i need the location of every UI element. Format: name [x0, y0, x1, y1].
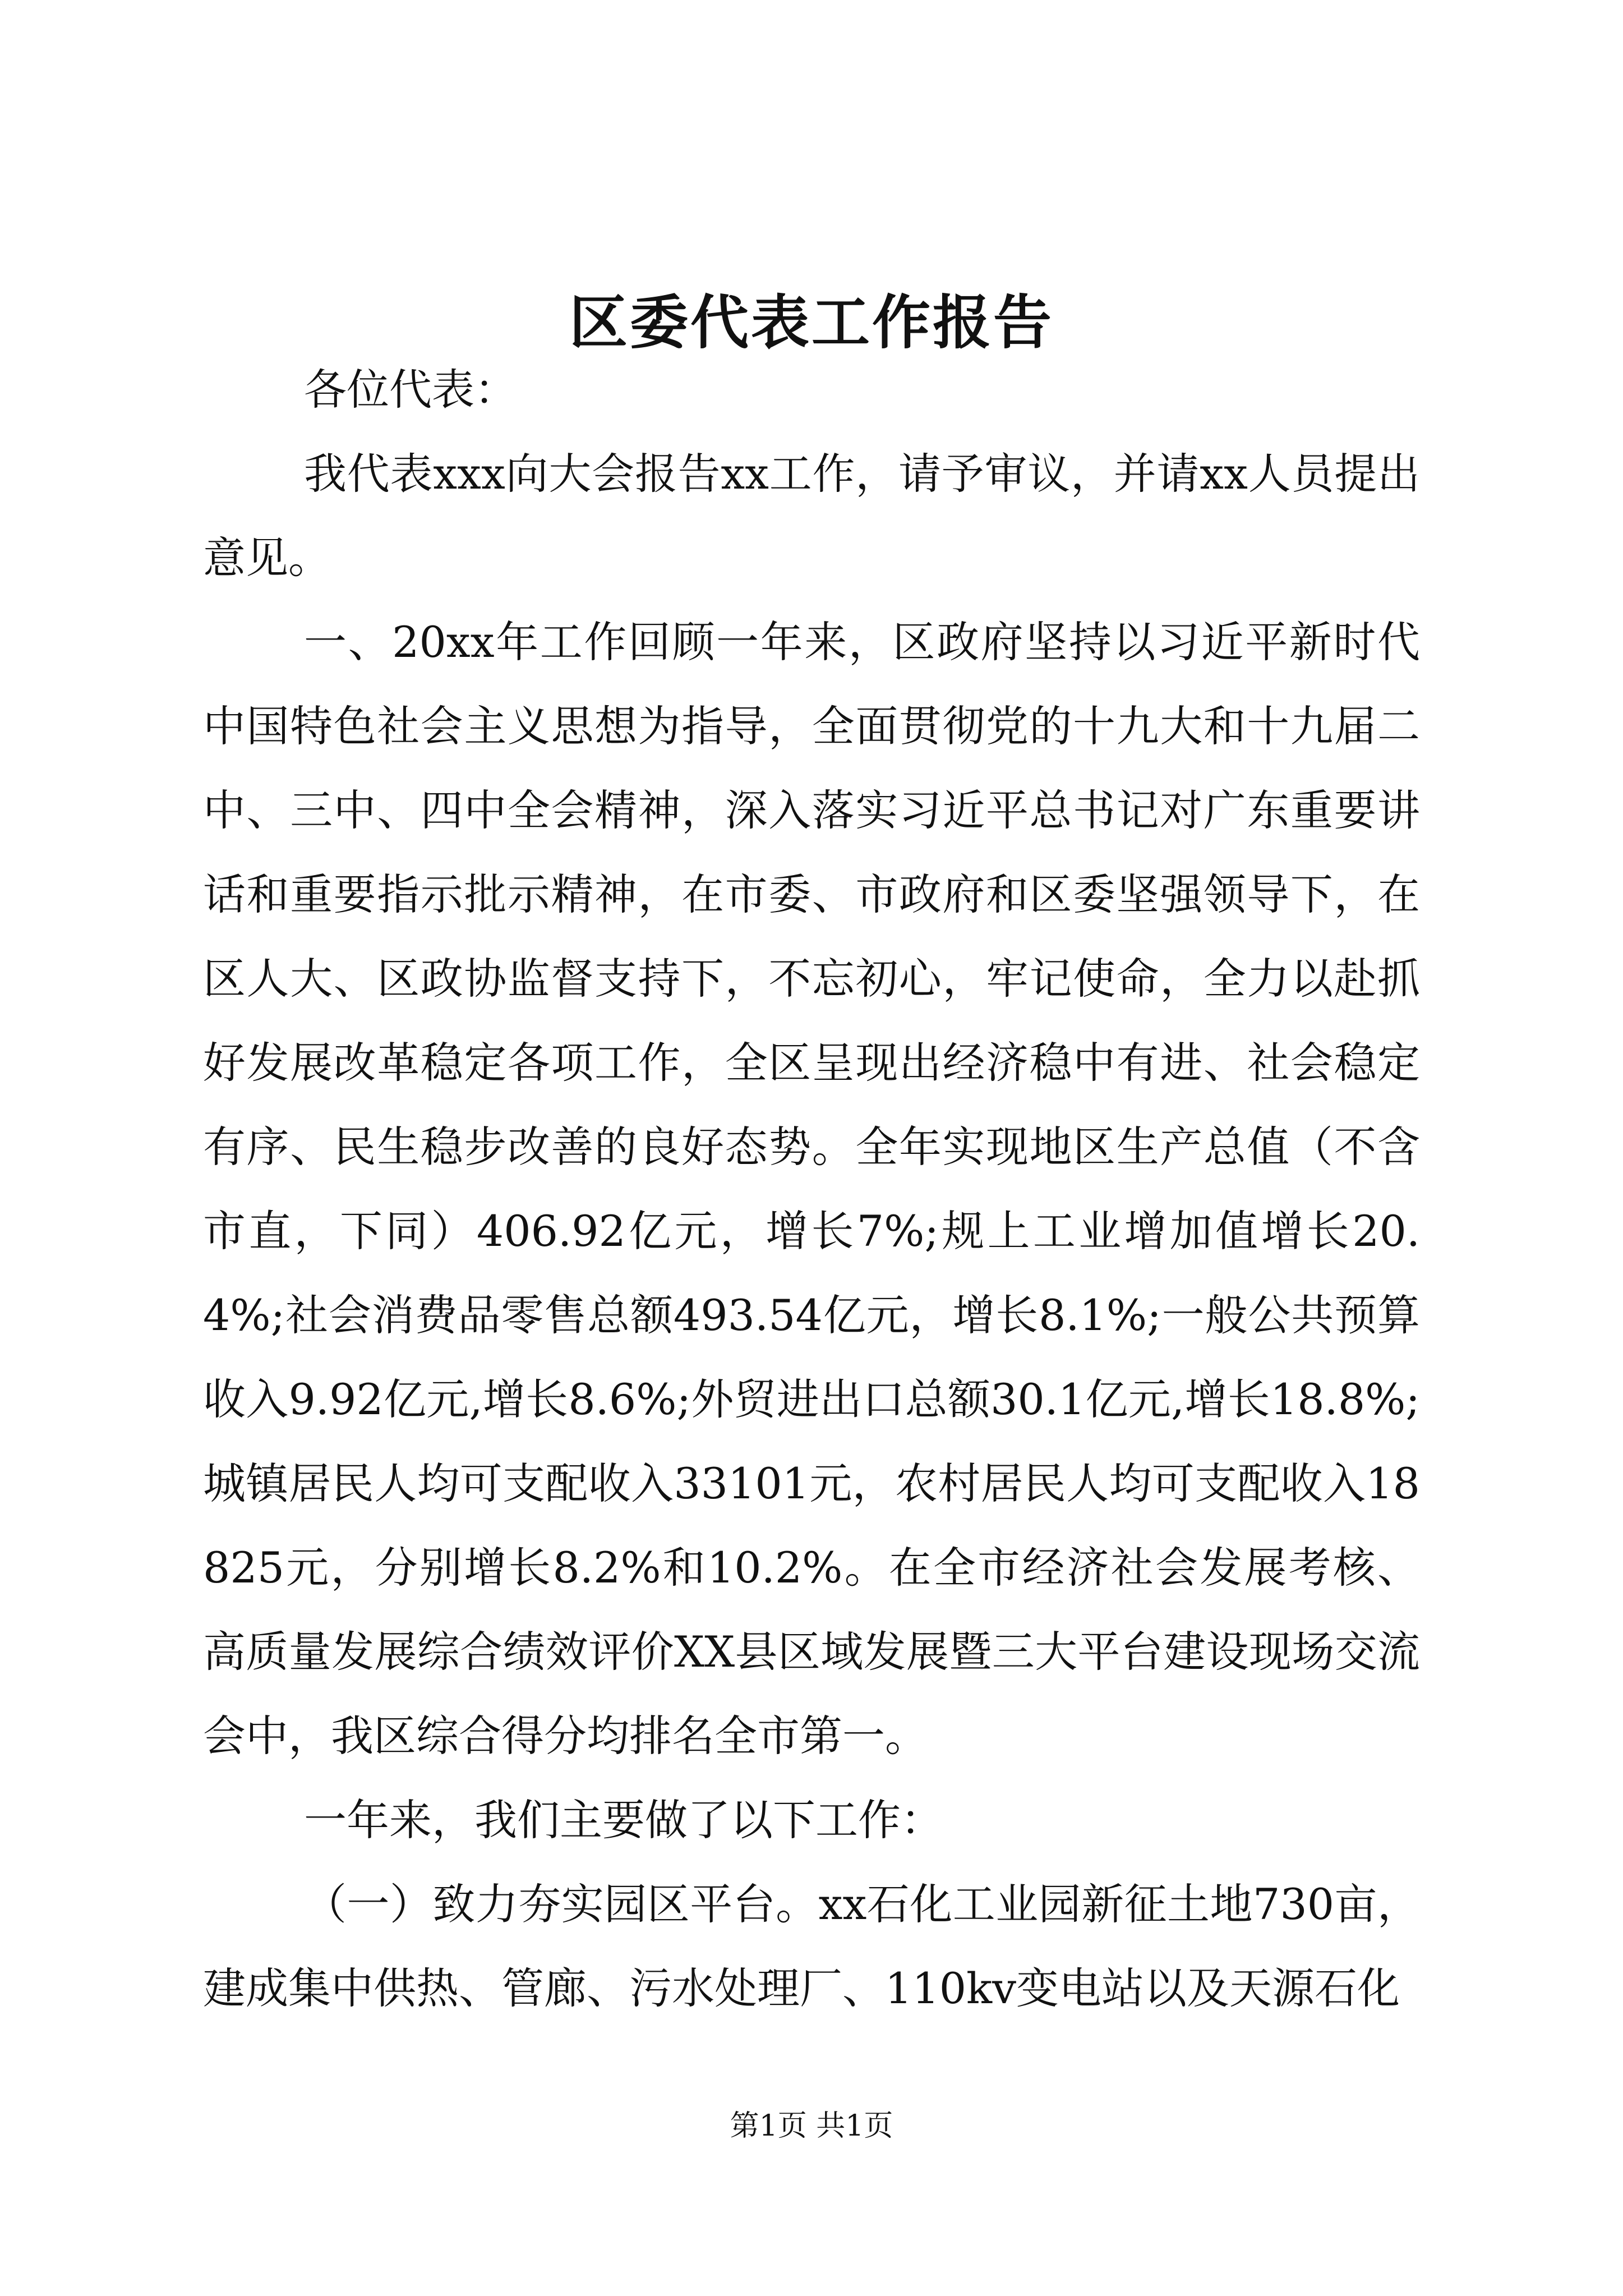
- paragraph-park-platform: （一）致力夯实园区平台。xx石化工业园新征土地730亩，建成集中供热、管廊、污水处理厂、110kv变电站以及天源石化: [203, 1879, 1420, 2013]
- paragraph-work-summary: 一年来，我们主要做了以下工作：: [304, 1795, 943, 1845]
- paragraph-salutation: 各位代表：: [304, 365, 517, 415]
- document-body: [203, 348, 1420, 2031]
- document-title: 区委代表工作报告: [569, 288, 1054, 357]
- paragraph-review: 一、20xx年工作回顾一年来，区政府坚持以习近平新时代中国特色社会主义思想为指导，全面贯彻党的十九大和十九届二中、三中、四中全会精神，深入落实习近平总书记对广东重要讲话和重要指示批示精神，在市委、市政府和区委坚强领导下，在区人大、区政协监督支持下，不忘初心，牢记使命，全力以赴抓好发展改革稳定各项工作，全区呈现出经济稳中有进、社会稳定有序、民生稳步改善的良好态势。全年实现地区生产总值（不含市直，下同）406.92亿元，增长7%;规上工业增加值增长20.4%;社会消费品零售总额493.54亿元，增长8.1%;一般公共预算收入9.92亿元,增长8.6%;外贸进出口总额30.1亿元,增长18.8%;城镇居民人均可支配收入33101元，农村居民人均可支配收入18825元，分别增长8.2%和10.2%。在全市经济社会发展考核、高质量发展综合绩效评价XX县区域发展暨三大平台建设现场交流会中，我区综合得分均排名全市第一。: [203, 617, 1420, 1761]
- paragraph-intro: 我代表xxx向大会报告xx工作，请予审议，并请xx人员提出意见。: [203, 449, 1420, 583]
- page-footer: 第1页 共1页: [730, 2109, 893, 2143]
